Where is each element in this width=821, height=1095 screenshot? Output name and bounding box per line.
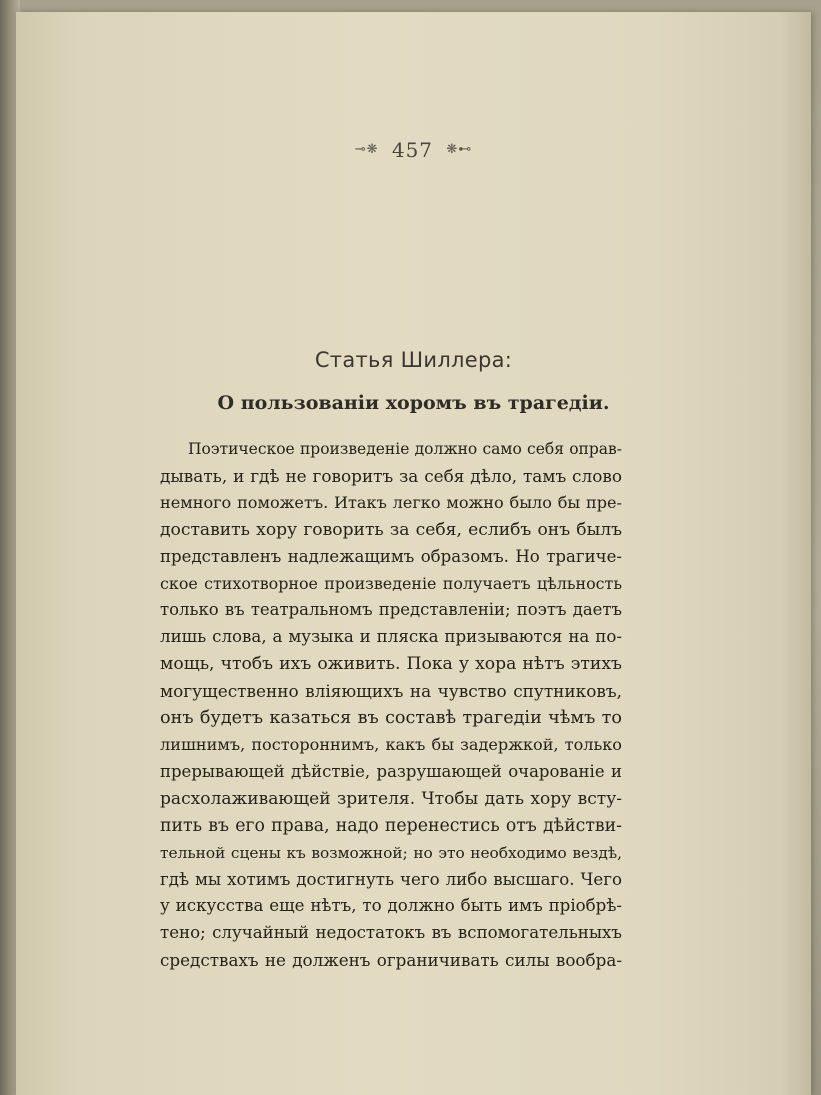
text-line: ское стихотворное произведеніе получаетъ цѣльность	[160, 573, 622, 593]
page-shadow	[781, 12, 811, 1095]
book-page	[16, 12, 811, 1095]
article-subtitle: О пользованіи хоромъ въ трагедіи.	[217, 392, 610, 414]
text-line: прерывающей дѣйствіе, разрушающей очарованіе и	[160, 761, 622, 781]
ornament-left-icon: ⊸❋	[354, 142, 379, 157]
text-line: мощь, чтобъ ихъ оживить. Пока у хора нѣтъ этихъ	[160, 654, 622, 675]
text-line: представленъ надлежащимъ образомъ. Но трагиче-	[160, 546, 622, 566]
text-line: дывать, и гдѣ не говоритъ за себя дѣло, тамъ слово	[160, 465, 622, 486]
text-line: доставить хору говорить за себя, еслибъ онъ былъ	[160, 519, 622, 540]
ornament-right-icon: ❋⊷	[446, 142, 473, 157]
text-line: могущественно вліяющихъ на чувство спутниковъ,	[160, 681, 622, 702]
text-line: тено; случайный недостатокъ въ вспомогательныхъ	[160, 923, 622, 943]
text-line: пить въ его права, надо перенестись отъ дѣйстви-	[160, 815, 622, 836]
text-line: только въ театральномъ представленіи; поэтъ даетъ	[160, 600, 622, 620]
text-line: тельной сцены къ возможной; но это необходимо вездѣ,	[160, 843, 622, 862]
text-line: лишнимъ, постороннимъ, какъ бы задержкой, только	[160, 734, 622, 754]
page-number: 457	[391, 137, 434, 162]
page-header	[16, 136, 811, 162]
text-line: онъ будетъ казаться въ составѣ трагедіи чѣмъ то	[160, 708, 622, 729]
text-line: средствахъ не долженъ ограничивать силы вообра-	[160, 950, 622, 971]
text-line: расхолаживающей зрителя. Чтобы дать хору всту-	[160, 788, 622, 809]
article-body	[160, 436, 622, 974]
text-line: у искусства еще нѣтъ, то должно быть имъ пріобрѣ-	[160, 896, 622, 916]
text-line: немного поможетъ. Итакъ легко можно было бы пре-	[160, 492, 622, 512]
text-line: гдѣ мы хотимъ достигнуть чего либо высшаго. Чего	[160, 869, 622, 889]
article-title: Статья Шиллера:	[314, 348, 513, 372]
text-line: Поэтическое произведеніе должно само себя оправ-	[188, 440, 622, 458]
text-line: лишь слова, а музыка и пляска призываются на по-	[160, 627, 622, 647]
